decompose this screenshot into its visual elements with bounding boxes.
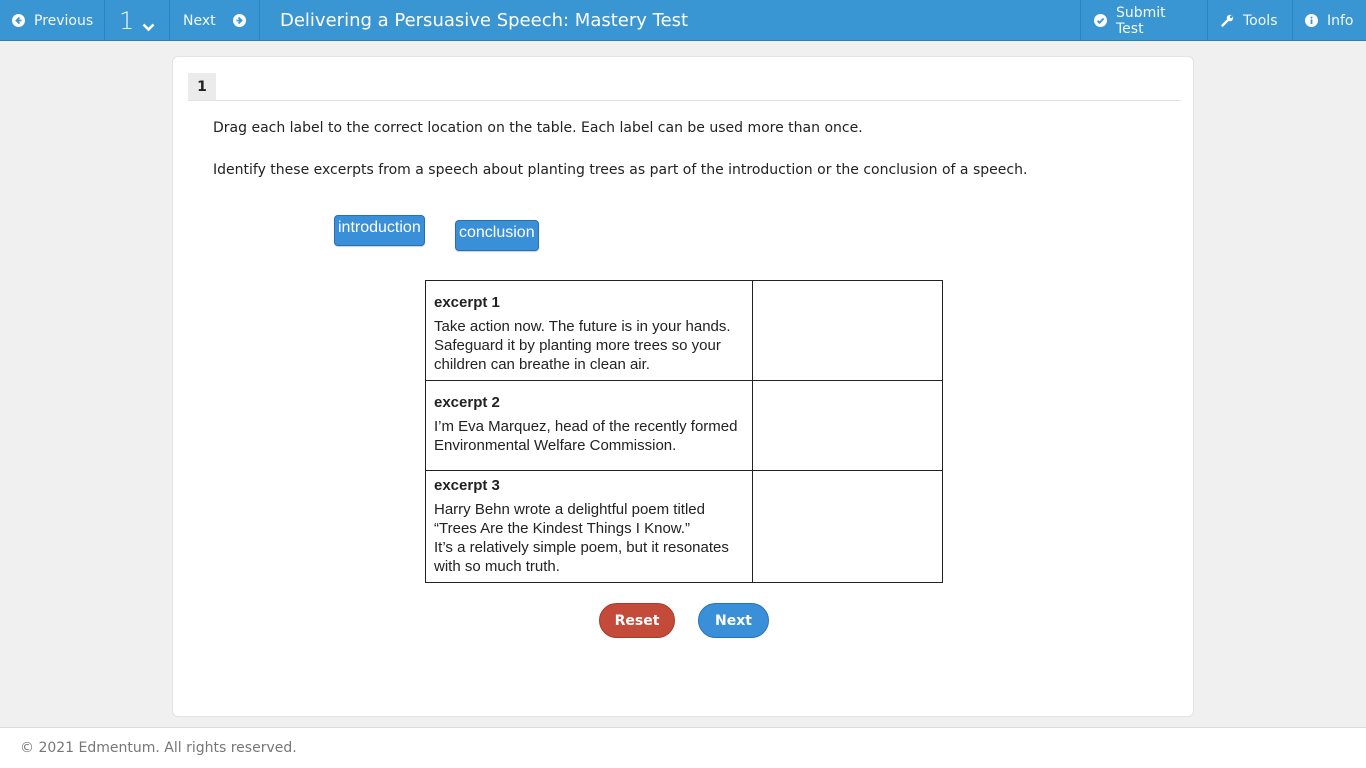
- topbar-right-actions: [1080, 0, 1366, 40]
- excerpt-title: excerpt 1: [434, 294, 500, 311]
- question-instruction: Drag each label to the correct location on the table. Each label can be used more than once.: [213, 120, 863, 136]
- next-button[interactable]: Next: [698, 603, 769, 638]
- excerpt-text-line: “Trees Are the Kindest Things I Know.”: [434, 520, 690, 537]
- footer: [0, 727, 1366, 768]
- drop-target-excerpt-1[interactable]: [753, 281, 943, 381]
- copyright-text: © 2021 Edmentum. All rights reserved.: [20, 740, 297, 756]
- question-number-badge: 1: [188, 73, 216, 101]
- question-prompt: Identify these excerpts from a speech about planting trees as part of the introduction or the conclusion of a speech.: [213, 162, 1028, 178]
- excerpt-title: excerpt 2: [434, 394, 500, 411]
- excerpt-text: I’m Eva Marquez, head of the recently formed Environmental Welfare Commission.: [434, 418, 738, 454]
- excerpt-text-line: It’s a relatively simple poem, but it resonates with so much truth.: [434, 539, 729, 575]
- tools-button[interactable]: [1207, 0, 1292, 41]
- previous-label: Previous: [34, 12, 94, 29]
- question-number-label: 1: [119, 6, 135, 35]
- excerpt-cell: [426, 281, 753, 381]
- tools-label: Tools: [1243, 12, 1278, 29]
- drop-target-excerpt-2[interactable]: [753, 381, 943, 471]
- table-row: [426, 471, 943, 583]
- check-circle-icon: [1094, 14, 1107, 27]
- excerpt-text-line: Harry Behn wrote a delightful poem titled: [434, 501, 705, 518]
- excerpt-table: [425, 280, 943, 583]
- test-title: Delivering a Persuasive Speech: Mastery Test: [280, 9, 689, 31]
- question-number-dropdown[interactable]: [105, 0, 170, 41]
- question-header-divider: [188, 100, 1181, 101]
- table-row: [426, 381, 943, 471]
- excerpt-title: excerpt 3: [434, 477, 500, 494]
- top-navigation-bar: [0, 0, 1366, 41]
- excerpt-text: Take action now. The future is in your hands. Safeguard it by planting more trees so your children can breathe in clean air.: [434, 318, 731, 373]
- draggable-label-conclusion[interactable]: conclusion: [455, 220, 539, 251]
- draggable-label-introduction[interactable]: introduction: [334, 215, 425, 246]
- chevron-down-icon: [142, 10, 155, 38]
- table-row: [426, 281, 943, 381]
- next-label: Next: [183, 12, 216, 29]
- drop-target-excerpt-3[interactable]: [753, 471, 943, 583]
- submit-test-label: Submit Test: [1116, 4, 1166, 37]
- excerpt-cell: [426, 471, 753, 583]
- submit-test-button[interactable]: [1080, 0, 1207, 41]
- question-card: [172, 56, 1194, 717]
- next-question-button[interactable]: [170, 0, 260, 41]
- previous-button[interactable]: [0, 0, 105, 41]
- info-button[interactable]: [1292, 0, 1366, 41]
- info-circle-icon: [1305, 14, 1318, 27]
- arrow-circle-left-icon: [12, 14, 25, 27]
- wrench-icon: [1221, 14, 1234, 27]
- arrow-circle-right-icon: [233, 14, 246, 27]
- info-label: Info: [1327, 12, 1354, 29]
- excerpt-cell: [426, 381, 753, 471]
- reset-button[interactable]: Reset: [599, 603, 675, 638]
